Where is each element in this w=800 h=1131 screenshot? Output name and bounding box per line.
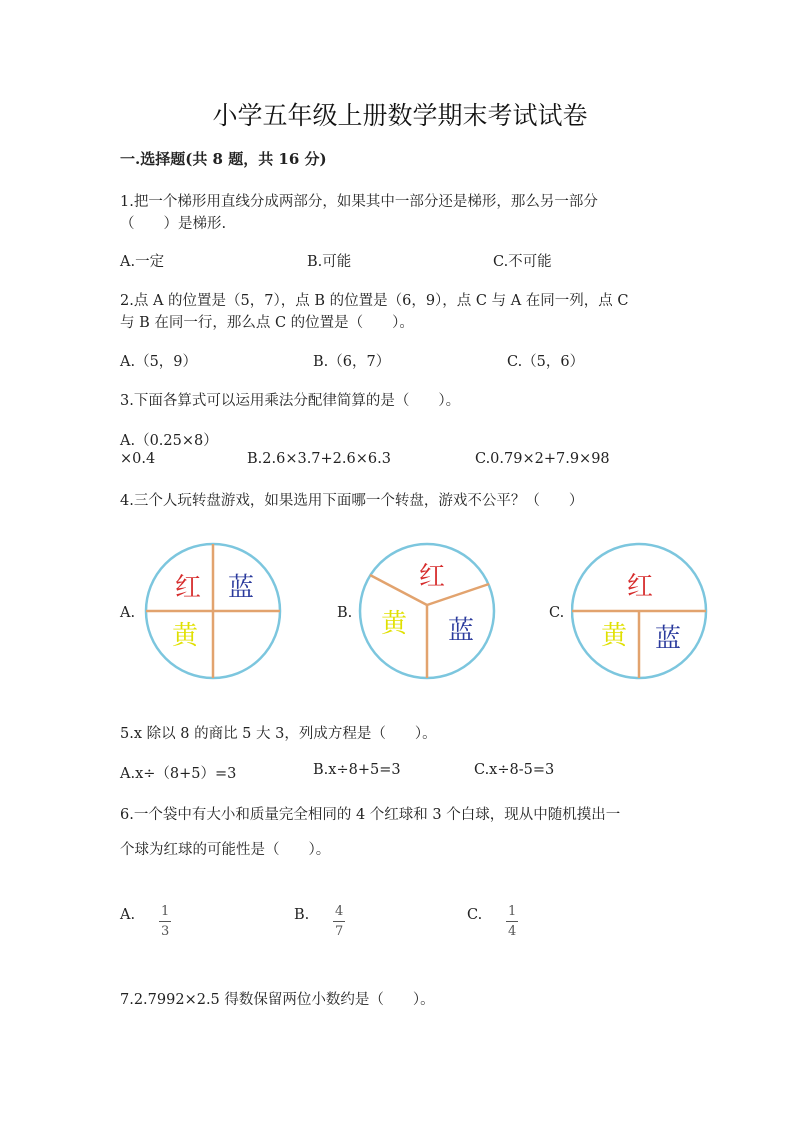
spinner-c-blue-label: 蓝 (654, 624, 682, 654)
q5-option-c: C.x÷8-5=3 (474, 762, 555, 778)
q6-option-a-denominator: 3 (161, 924, 170, 939)
q6-text-line2: 个球为红球的可能性是（ ）。 (120, 842, 331, 858)
page-title: 小学五年级上册数学期末考试试卷 (212, 101, 588, 130)
q3-option-c: C.0.79×2+7.9×98 (475, 451, 610, 467)
section-heading: 一.选择题(共 8 题，共 16 分) (120, 150, 327, 168)
q2-text-line1: 2.点 A 的位置是（5，7），点 B 的位置是（6，9），点 C 与 A 在同一列，点 C (120, 293, 629, 309)
q4-text-line1: 4.三个人玩转盘游戏，如果选用下面哪一个转盘，游戏不公平？（ ） (120, 493, 584, 509)
q2-option-a: A.（5，9） (120, 354, 198, 370)
q1-option-b: B.可能 (307, 254, 352, 270)
q5-option-a: A.x÷（8+5）=3 (120, 766, 237, 782)
q1-option-c: C.不可能 (493, 254, 552, 270)
q6-option-a-fraction (159, 900, 171, 939)
q2-option-b: B.（6，7） (313, 354, 391, 370)
spinner-b-yellow-label: 黄 (380, 609, 408, 639)
q6-option-c-denominator: 4 (508, 924, 517, 939)
spinner-b-blue-label: 蓝 (447, 616, 475, 646)
spinner-c-red-label: 红 (626, 572, 654, 602)
q6-option-c-numerator: 1 (506, 904, 518, 922)
q3-text-line1: 3.下面各算式可以运用乘法分配律简算的是（ ）。 (120, 393, 461, 409)
q6-option-b-fraction (333, 900, 345, 939)
q2-option-c: C.（5，6） (507, 354, 585, 370)
q6-option-c-label: C. (467, 907, 483, 923)
spinner-a-red-label: 红 (174, 573, 202, 603)
q3-option-a-line2: ×0.4 (120, 451, 156, 467)
q1-text-line2: （ ）是梯形. (120, 216, 227, 232)
q6-option-a-label: A. (120, 907, 136, 923)
spinner-b-red-label: 红 (418, 562, 446, 592)
q4-option-c-label: C. (549, 605, 565, 621)
q6-text-line1: 6.一个袋中有大小和质量完全相同的 4 个红球和 3 个白球，现从中随机摸出一 (120, 807, 621, 823)
spinner-b (358, 541, 508, 683)
q5-option-b: B.x÷8+5=3 (313, 762, 401, 778)
q7-text-line1: 7.2.7992×2.5 得数保留两位小数约是（ ）。 (120, 992, 435, 1008)
q6-option-b-denominator: 7 (335, 924, 344, 939)
q5-text-line1: 5.x 除以 8 的商比 5 大 3，列成方程是（ ）。 (120, 726, 437, 742)
q6-option-b-numerator: 4 (333, 904, 345, 922)
q1-text-line1: 1.把一个梯形用直线分成两部分，如果其中一部分还是梯形，那么另一部分 (120, 194, 598, 210)
spinner-a-yellow-label: 黄 (171, 621, 199, 651)
q3-option-b: B.2.6×3.7+2.6×6.3 (247, 451, 391, 467)
q1-option-a: A.一定 (120, 254, 165, 270)
q6-option-a-numerator: 1 (159, 904, 171, 922)
spinner-a (140, 541, 290, 683)
spinner-c-yellow-label: 黄 (600, 621, 628, 651)
q6-option-b-label: B. (294, 907, 310, 923)
q3-option-a-line1: A.（0.25×8） (120, 433, 218, 449)
spinner-c (571, 541, 721, 683)
q2-text-line2: 与 B 在同一行，那么点 C 的位置是（ ）。 (120, 315, 414, 331)
q6-option-c-fraction (506, 900, 518, 939)
q4-option-a-label: A. (120, 605, 136, 621)
spinner-a-blue-label: 蓝 (227, 573, 255, 603)
q4-option-b-label: B. (337, 605, 353, 621)
